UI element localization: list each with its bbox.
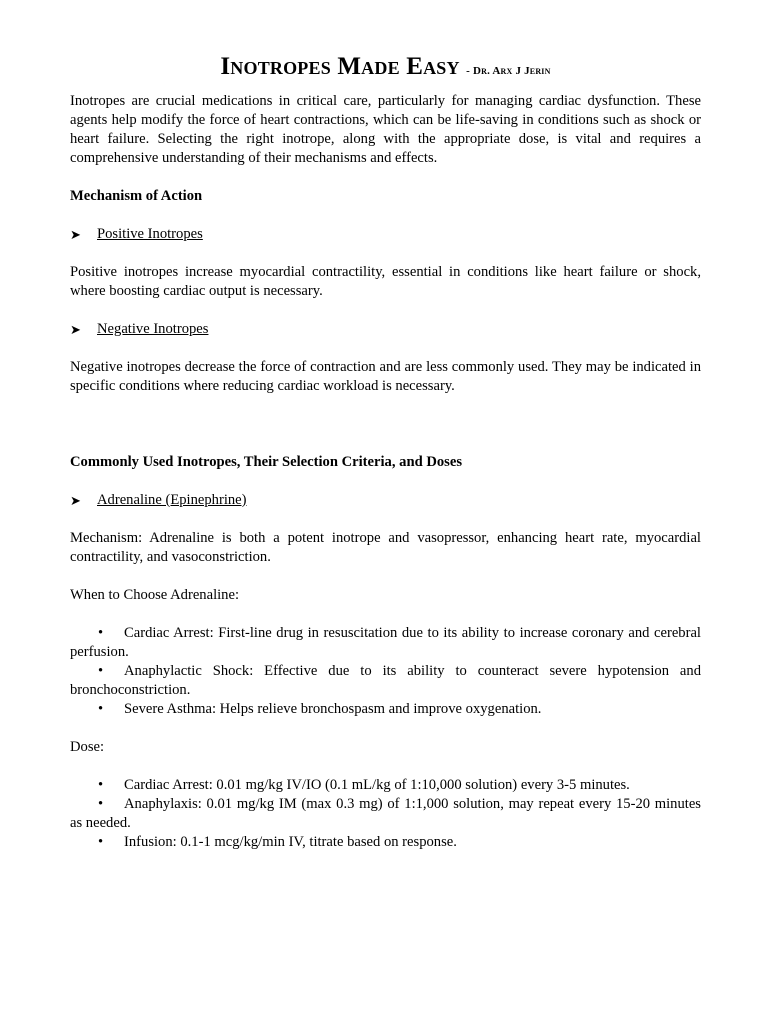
bullet-icon: • [98,701,104,717]
subheading-negative-inotropes [70,320,701,339]
section-heading-commonly-used: Commonly Used Inotropes, Their Selection Criteria, and Doses [70,454,463,470]
bullet-icon: • [98,663,104,679]
negative-inotropes-text: Negative inotropes decrease the force of contraction and are less commonly used. They may be indicated in specific conditions where reducing cardiac workload is necessary. [70,359,701,394]
when-to-choose-heading: When to Choose Adrenaline: [70,587,240,603]
bullet-icon: • [98,777,104,793]
section-heading-mechanism: Mechanism of Action [70,188,203,204]
list-item: • Anaphylactic Shock: Effective due to its ability to counteract severe hypotension and bronchoconstriction. [70,663,701,698]
bullet-icon: • [98,796,104,812]
document-page [70,52,701,852]
intro-paragraph: Inotropes are crucial medications in critical care, particularly for managing cardiac dysfunction. These agents help modify the force of heart contractions, which can be life-saving in conditions such as shock or heart failure. Selecting the right inotrope, along with the appropriate dose, is vital and requires a comprehensive understanding of their mechanisms and effects. [70,93,701,166]
subheading-adrenaline [70,491,701,510]
arrow-bullet-icon: ➤ [70,322,81,337]
subheading-label: Negative Inotropes [97,321,209,337]
adrenaline-mechanism: Mechanism: Adrenaline is both a potent inotrope and vasopressor, enhancing heart rate, myocardial contractility, and vasoconstriction. [70,530,701,565]
bullet-icon: • [98,834,104,850]
arrow-bullet-icon: ➤ [70,493,81,508]
positive-inotropes-text: Positive inotropes increase myocardial contractility, essential in conditions like heart failure or shock, where boosting cardiac output is necessary. [70,264,701,299]
list-item: • Anaphylaxis: 0.01 mg/kg IM (max 0.3 mg) of 1:1,000 solution, may repeat every 15-20 minutes as needed. [70,796,701,831]
title-author: - Dr. Arx J Jerin [466,65,551,77]
arrow-bullet-icon: ➤ [70,227,81,242]
when-to-choose-list [70,624,701,719]
subheading-positive-inotropes [70,225,701,244]
title-main: Inotropes Made Easy [220,53,460,80]
bullet-icon: • [98,625,104,641]
subheading-label: Adrenaline (Epinephrine) [97,492,247,508]
document-title [70,52,701,86]
list-item: • Severe Asthma: Helps relieve bronchospasm and improve oxygenation. [98,701,542,717]
subheading-label: Positive Inotropes [97,226,203,242]
dose-heading: Dose: [70,739,105,755]
dose-list [70,776,701,852]
list-item: • Cardiac Arrest: First-line drug in resuscitation due to its ability to increase coronary and cerebral perfusion. [70,625,701,660]
list-item: • Infusion: 0.1-1 mcg/kg/min IV, titrate based on response. [98,834,457,850]
list-item: • Cardiac Arrest: 0.01 mg/kg IV/IO (0.1 mL/kg of 1:10,000 solution) every 3-5 minutes. [98,777,630,793]
